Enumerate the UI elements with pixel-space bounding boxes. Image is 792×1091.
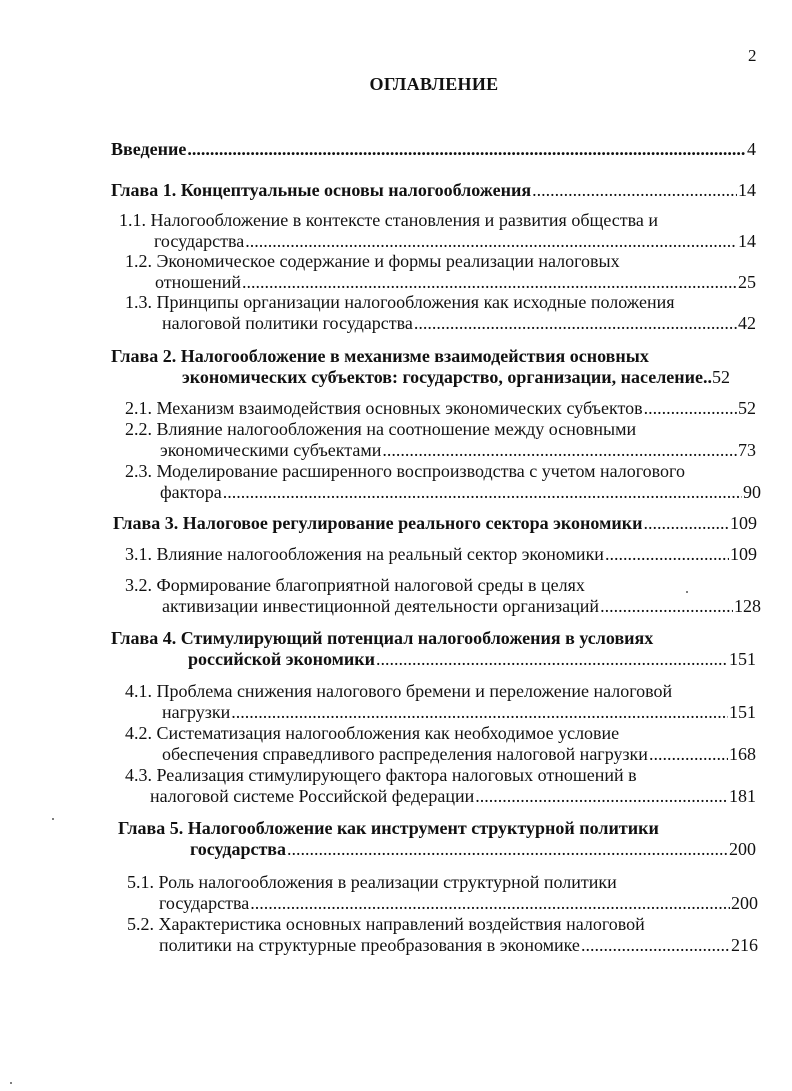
dot-leader <box>475 786 728 807</box>
dot-leader <box>187 139 746 160</box>
dot-leader <box>250 893 730 914</box>
toc-entry-text: Введение <box>111 139 187 159</box>
toc-entry-text-cont: государства <box>159 893 250 913</box>
toc-entry-text: 1.3. Принципы организации налогообложения как исходные положения <box>125 292 675 312</box>
dot-leader: .. <box>703 367 713 387</box>
toc-entry-text: 4.2. Систематизация налогообложения как необходимое условие <box>125 723 620 743</box>
toc-entry-text: 3.1. Влияние налогообложения на реальный сектор экономики <box>125 544 604 564</box>
dot-leader <box>231 702 728 723</box>
toc-entry-section-5-2[interactable] <box>127 914 758 956</box>
toc-page-number: 216 <box>731 935 758 955</box>
dot-leader <box>287 839 728 860</box>
toc-entry-text: Глава 3. Налоговое регулирование реального сектора экономики <box>113 513 643 533</box>
toc-page-number: 42 <box>738 313 756 333</box>
dot-leader <box>605 544 729 565</box>
toc-title: ОГЛАВЛЕНИЕ <box>369 74 499 94</box>
toc-entry-section-3-1[interactable] <box>125 544 757 565</box>
toc-page-number: 25 <box>738 272 756 292</box>
dot-leader <box>643 513 729 534</box>
dot-leader <box>414 313 737 334</box>
dot-leader <box>532 180 737 201</box>
toc-page-number: 90 <box>743 482 761 502</box>
page-number: 2 <box>748 46 757 65</box>
toc-entry-text-cont: активизации инвестиционной деятельности организаций <box>162 596 600 616</box>
toc-entry-text-cont: обеспечения справедливого распределения налоговой нагрузки <box>162 744 648 764</box>
dot-leader <box>382 440 737 461</box>
toc-page-number: 200 <box>729 839 756 859</box>
toc-page-number: 128 <box>734 596 761 616</box>
toc-page-number: 14 <box>738 231 756 251</box>
toc-entry-text-cont: государства <box>154 231 245 251</box>
dot-leader <box>644 398 737 419</box>
toc-entry-section-1-3[interactable] <box>125 292 756 334</box>
toc-entry-text: Глава 5. Налогообложение как инструмент структурной политики <box>118 818 659 838</box>
toc-entry-section-1-1[interactable] <box>119 210 756 252</box>
toc-entry-chapter-4[interactable] <box>111 628 756 670</box>
toc-entry-text-cont: отношений <box>155 272 242 292</box>
dot-leader <box>581 935 730 956</box>
toc-page-number: 168 <box>729 744 756 764</box>
toc-entry-text: 2.1. Механизм взаимодействия основных экономических субъектов <box>125 398 643 418</box>
toc-entry-section-4-1[interactable] <box>125 681 756 723</box>
toc-page-number: 14 <box>738 180 756 200</box>
toc-entry-section-2-2[interactable] <box>125 419 756 461</box>
toc-entry-intro[interactable] <box>111 139 756 160</box>
toc-entry-section-3-2[interactable] <box>125 575 761 617</box>
dot-leader <box>223 482 742 503</box>
toc-entry-section-1-2[interactable] <box>125 251 756 293</box>
toc-entry-section-2-1[interactable] <box>125 398 756 419</box>
toc-page-number: 200 <box>731 893 758 913</box>
dot-leader <box>242 272 737 293</box>
toc-page-number: 151 <box>729 702 756 722</box>
toc-page-number: 109 <box>730 544 757 564</box>
dot-leader <box>245 231 737 252</box>
toc-page-number: 109 <box>730 513 757 533</box>
dot-leader <box>649 744 728 765</box>
toc-entry-section-4-3[interactable] <box>125 765 756 807</box>
toc-entry-text-cont: нагрузки <box>162 702 231 722</box>
toc-page-number: 73 <box>738 440 756 460</box>
dot-leader <box>600 596 733 617</box>
toc-entry-text: 3.2. Формирование благоприятной налоговой среды в целях <box>125 575 585 595</box>
toc-entry-text-cont: российской экономики <box>188 649 376 669</box>
toc-entry-text-cont: политики на структурные преобразования в экономике <box>159 935 580 955</box>
toc-entry-text: 5.1. Роль налогообложения в реализации структурной политики <box>127 872 617 892</box>
toc-entry-text: 2.2. Влияние налогообложения на соотношение между основными <box>125 419 637 439</box>
toc-entry-text: 1.2. Экономическое содержание и формы реализации налоговых <box>125 251 620 271</box>
toc-page-number: 181 <box>729 786 756 806</box>
toc-entry-text: 5.2. Характеристика основных направлений воздействия налоговой <box>127 914 645 934</box>
toc-page-number: 151 <box>729 649 756 669</box>
toc-entry-text: 4.3. Реализация стимулирующего фактора налоговых отношений в <box>125 765 637 785</box>
toc-entry-text: Глава 4. Стимулирующий потенциал налогообложения в условиях <box>111 628 654 648</box>
scan-speck <box>10 1082 12 1084</box>
toc-entry-text: Глава 1. Концептуальные основы налогообложения <box>111 180 532 200</box>
toc-entry-chapter-1[interactable] <box>111 180 756 201</box>
toc-entry-chapter-5[interactable] <box>118 818 756 860</box>
toc-entry-section-4-2[interactable] <box>125 723 756 765</box>
toc-entry-text-cont: фактора <box>160 482 222 502</box>
toc-entry-text: 2.3. Моделирование расширенного воспроизводства с учетом налогового <box>125 461 685 481</box>
toc-entry-text-cont: налоговой политики государства <box>162 313 413 333</box>
toc-entry-section-2-3[interactable] <box>125 461 761 503</box>
toc-entry-chapter-3[interactable] <box>113 513 757 534</box>
toc-entry-text-cont: государства <box>190 839 287 859</box>
scan-speck <box>52 818 54 820</box>
toc-entry-text: Глава 2. Налогообложение в механизме взаимодействия основных <box>111 346 649 366</box>
toc-page-number: 52 <box>712 367 731 387</box>
toc-entry-text: 4.1. Проблема снижения налогового бремени и переложение налоговой <box>125 681 673 701</box>
toc-entry-section-5-1[interactable] <box>127 872 758 914</box>
toc-entry-text-cont: экономических субъектов: государство, организации, население <box>182 367 704 387</box>
toc-page-number: 52 <box>738 398 756 418</box>
toc-entry-text-cont: налоговой системе Российской федерации <box>150 786 475 806</box>
scan-speck <box>686 591 688 593</box>
toc-entry-text: 1.1. Налогообложение в контексте становления и развития общества и <box>119 210 659 230</box>
toc-entry-text-cont: экономическими субъектами <box>160 440 382 460</box>
toc-page-number: 4 <box>747 139 756 159</box>
toc-entry-chapter-2[interactable] <box>111 346 761 388</box>
dot-leader <box>376 649 728 670</box>
